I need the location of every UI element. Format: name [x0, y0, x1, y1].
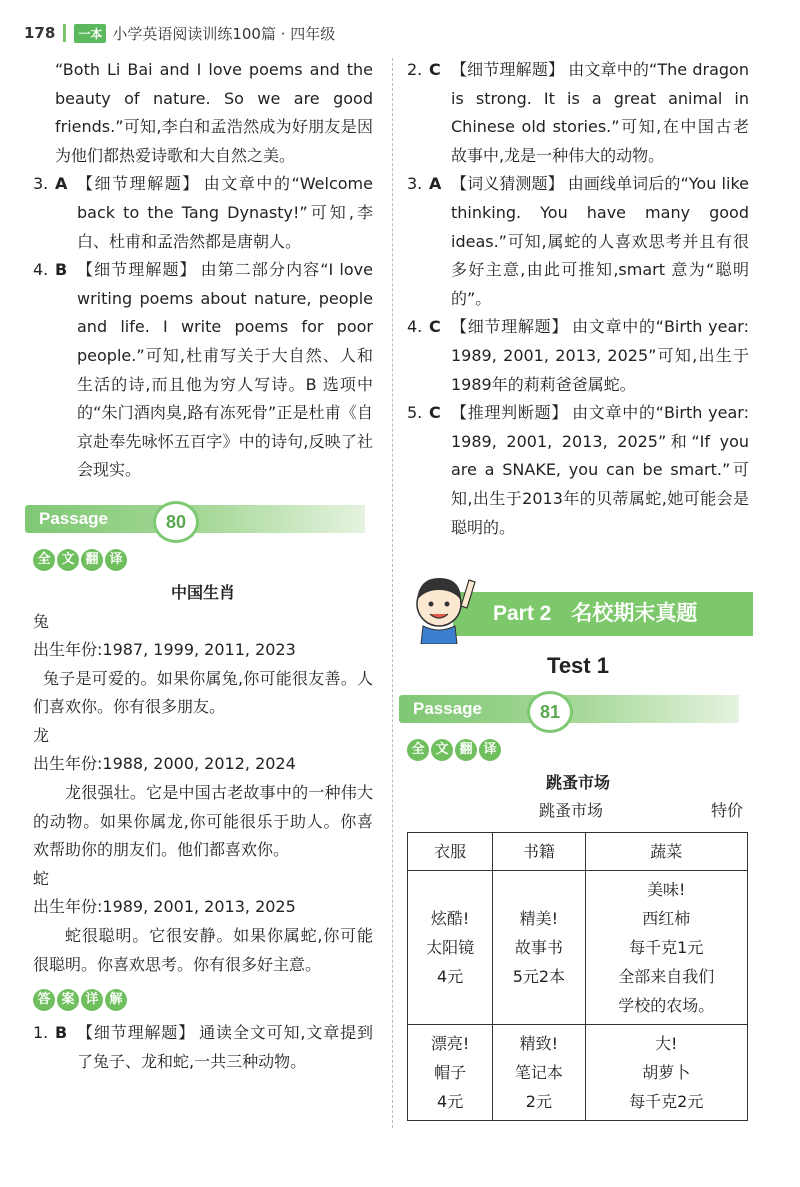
passage-label: Passage [39, 508, 108, 528]
answer-item-1 [33, 1019, 373, 1076]
item-tag: 【推理判断题】 [451, 403, 569, 423]
answer-item-2 [407, 56, 749, 170]
column-divider [392, 58, 393, 1128]
col-header-books: 书籍 [493, 832, 585, 870]
cell-line: 大! [655, 1033, 678, 1053]
cell-line: 胡萝卜 [642, 1062, 691, 1082]
dragon-years: 出生年份:1988, 2000, 2012, 2024 [33, 754, 296, 774]
item-tag: 【细节理解题】 [77, 260, 197, 280]
table-cell [493, 870, 585, 1024]
item-number: 3. [33, 174, 49, 194]
table-header-row [408, 832, 748, 870]
cell-line: 炫酷! [430, 908, 470, 928]
part-name: 名校期末真题 [571, 602, 698, 626]
cell-line: 4元 [437, 1091, 464, 1111]
table-cell [408, 870, 493, 1024]
cell-line: 精致! [519, 1033, 559, 1053]
answer-item-3 [33, 170, 373, 256]
passage-label: Passage [413, 698, 482, 718]
item-text: 通读全文可知,文章提到了兔子、龙和蛇,一共三种动物。 [77, 1023, 373, 1071]
item-answer: C [429, 317, 441, 337]
item-tag: 【细节理解题】 [77, 1023, 196, 1043]
badge-char: 案 [57, 989, 79, 1011]
item-answer: A [55, 174, 68, 194]
badge-char: 答 [33, 989, 55, 1011]
passage-81-banner [399, 689, 749, 729]
snake-name: 蛇 [33, 868, 50, 888]
cell-line: 精美! [519, 908, 559, 928]
cell-line: 每千克1元 [629, 937, 704, 957]
cell-line: 西红柿 [642, 908, 691, 928]
left-column [33, 56, 373, 1076]
cell-line: 故事书 [514, 937, 563, 957]
item-text: 由文章中的“Birth year: 1989, 2001, 2013, 2025”可知,出生于1989年的莉莉爸爸属蛇。 [451, 317, 749, 394]
market-subtitle: 跳蚤市场 [539, 801, 604, 821]
item-number: 4. [407, 317, 423, 337]
badge-char: 全 [407, 739, 429, 761]
test-title: Test 1 [547, 653, 609, 679]
answer-item-3 [407, 170, 749, 313]
boy-illustration-icon [403, 560, 481, 644]
badge-char: 翻 [455, 739, 477, 761]
item-text: 由画线单词后的“You like thinking. You have many good ideas.”可知,属蛇的人喜欢思考并且有很多好主意,由此可推知,smart 意为“聪明的”。 [451, 174, 749, 308]
item-answer: C [429, 60, 441, 79]
passage-80-banner [25, 499, 373, 539]
rabbit-desc: 兔子是可爱的。如果你属兔,你可能很友善。人们喜欢你。你有很多朋友。 [33, 668, 373, 717]
rabbit-years: 出生年份:1987, 1999, 2011, 2023 [33, 640, 296, 660]
cell-line: 太阳镜 [426, 937, 475, 957]
badge-char: 全 [33, 549, 55, 571]
badge-char: 译 [479, 739, 501, 761]
item-answer: C [429, 403, 441, 423]
item-tag: 【细节理解题】 [451, 60, 565, 79]
translation-badge [33, 549, 373, 571]
badge-char: 翻 [81, 549, 103, 571]
cell-line: 帽子 [434, 1062, 467, 1082]
badge-char: 文 [57, 549, 79, 571]
item-number: 4. [33, 260, 49, 280]
translation-badge [407, 739, 749, 761]
header-divider [63, 24, 66, 42]
table-cell [585, 870, 747, 1024]
item-text: 由文章中的“Welcome back to the Tang Dynasty!”可知,李白、杜甫和孟浩然都是唐朝人。 [77, 174, 373, 251]
badge-char: 解 [105, 989, 127, 1011]
cell-line: 全部来自我们 [618, 966, 715, 986]
page-header [24, 20, 335, 46]
cell-line: 学校的农场。 [618, 995, 715, 1015]
market-title: 跳蚤市场 [545, 772, 610, 792]
rabbit-name: 兔 [33, 611, 50, 631]
item-answer: B [55, 260, 68, 280]
cell-line: 每千克2元 [629, 1091, 704, 1111]
item-text: 由文章中的“Birth year: 1989, 2001, 2013, 2025”和“If you are a SNAKE, you can be smart.”可知,出生于2013年的贝蒂属蛇,她可能会是聪明的。 [451, 403, 749, 537]
cell-line: 5元2本 [512, 966, 566, 986]
table-row [408, 1024, 748, 1120]
item-tag: 【细节理解题】 [451, 317, 569, 337]
item-tag: 【词义猜测题】 [451, 174, 564, 194]
zodiac-title: 中国生肖 [170, 582, 235, 602]
snake-years: 出生年份:1989, 2001, 2013, 2025 [33, 897, 296, 917]
item-text: 由文章中的“The dragon is strong. It is a great animal in Chinese old stories.”可知,在中国古老故事中,龙是一种伟大的动物。 [451, 60, 749, 165]
item-tag: 【细节理解题】 [77, 174, 200, 194]
item-number: 1. [33, 1023, 49, 1043]
dragon-desc: 龙很强壮。它是中国古老故事中的一种伟大的动物。如果你属龙,你可能很乐于助人。你喜欢帮助你的朋友们。他们都喜欢你。 [33, 783, 373, 860]
item-text: 由第二部分内容“I love writing poems about nature, people and life. I write poems for poor people.”可知,杜甫写关于大自然、人和生活的诗,而且他为穷人写诗。B 选项中的“朱门酒肉臭,路有冻死骨”正是杜甫《自京赴奉先咏怀五百字》中的诗句,反映了社会现实。 [77, 260, 373, 480]
badge-char: 文 [431, 739, 453, 761]
col-header-vegetables: 蔬菜 [585, 832, 747, 870]
col-header-clothes: 衣服 [408, 832, 493, 870]
item-number: 5. [407, 403, 423, 423]
book-title: 小学英语阅读训练100篇 · 四年级 [112, 24, 336, 43]
cell-line: 4元 [437, 966, 464, 986]
dragon-name: 龙 [33, 725, 50, 745]
part-label: Part 2 [493, 602, 552, 626]
special-price-label: 特价 [710, 801, 743, 821]
badge-char: 详 [81, 989, 103, 1011]
item-answer: B [55, 1023, 68, 1043]
passage-number: 81 [527, 691, 573, 733]
market-table [407, 832, 748, 1121]
publisher-logo: 一本 [74, 24, 106, 43]
snake-desc: 蛇很聪明。它很安静。如果你属蛇,你可能很聪明。你喜欢思考。你有很多好主意。 [33, 926, 373, 974]
item-answer: A [429, 174, 442, 194]
badge-char: 译 [105, 549, 127, 571]
cell-line: 漂亮! [430, 1033, 470, 1053]
part2-title [493, 592, 697, 636]
cell-line: 笔记本 [514, 1062, 563, 1082]
answer-item-5 [407, 399, 749, 542]
table-row [408, 870, 748, 1024]
market-subtitle-row [407, 797, 749, 826]
right-column [407, 56, 749, 1121]
table-cell [585, 1024, 747, 1120]
answer-item-4 [33, 256, 373, 485]
item-number: 3. [407, 174, 423, 194]
answer-badge [33, 989, 373, 1011]
cell-line: 美味! [647, 879, 686, 899]
item-number: 2. [407, 60, 423, 79]
part2-banner [401, 560, 749, 644]
cell-line: 2元 [525, 1091, 552, 1111]
table-cell [408, 1024, 493, 1120]
intro-paragraph: “Both Li Bai and I love poems and the beauty of nature. So we are good friends.”可知,李白和孟浩然成为好朋友是因为他们都热爱诗歌和大自然之美。 [55, 60, 373, 165]
passage-number: 80 [153, 501, 199, 543]
page-number: 178 [24, 24, 56, 42]
table-cell [493, 1024, 585, 1120]
answer-item-4 [407, 313, 749, 399]
